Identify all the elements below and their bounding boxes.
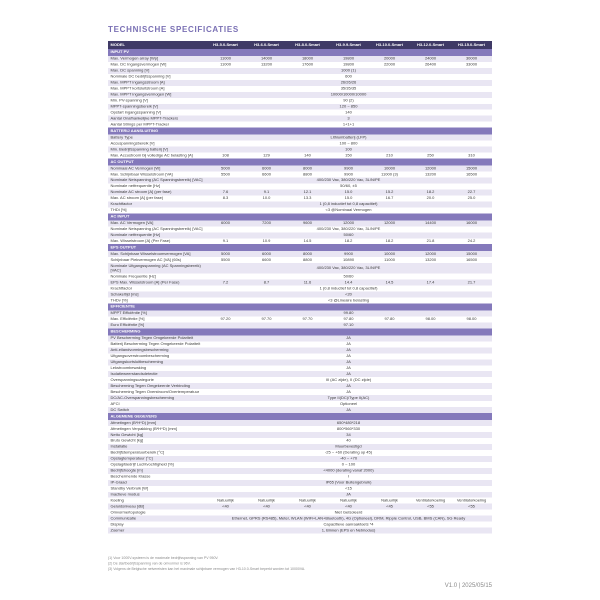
spec-value: 5500 (205, 257, 246, 263)
spec-value: 16000 (451, 220, 492, 226)
spec-value: 13.3 (287, 195, 328, 201)
spec-value-merged: 10000/10000/10000 (205, 92, 492, 98)
model-column-header: H3-12.0-Smart (410, 41, 451, 49)
spec-value-merged: Niet Geïsoleerd (205, 510, 492, 516)
spec-value: 9.1 (246, 189, 287, 195)
spec-value-merged: 1+1+1 (205, 122, 492, 128)
spec-value-merged: IP65 (Voor Buitengebruik) (205, 480, 492, 486)
spec-value-merged: JA (205, 353, 492, 359)
spec-label: EPS Max. Wisselstroom [A] (Per Fase) (108, 280, 205, 286)
spec-value: 22000 (369, 62, 410, 68)
spec-value: Natuurlijk (205, 498, 246, 504)
spec-value: 10.0 (246, 195, 287, 201)
spec-value: 15.0 (328, 195, 369, 201)
spec-value: 21.7 (451, 280, 492, 286)
spec-value-merged: <3 @Nominaal Vermogen (205, 207, 492, 213)
spec-label: Nominale AC stroom [A] (per fase) (108, 189, 205, 195)
spec-value: 12000 (328, 220, 369, 226)
spec-label: PV Bescherming Tegen Omgekeerde Polariteit (108, 335, 205, 341)
spec-label: Schijnbaar Piekvermogen AC [VA] (60s) (108, 257, 205, 263)
spec-value-merged: <20 (205, 292, 492, 298)
spec-value: 14.5 (287, 238, 328, 244)
spec-value-merged: 34 (205, 432, 492, 438)
spec-label: Nominale Frequentie [Hz] (108, 274, 205, 280)
spec-value: 16.7 (369, 195, 410, 201)
spec-label: Max. AC Vermogen [VA] (108, 220, 205, 226)
spec-value: 12000 (369, 220, 410, 226)
spec-value-merged: <3 @Lineaire belasting (205, 298, 492, 304)
spec-value-merged: 400/230 Vac, 380/220 Vac, 3L/N/PE (205, 263, 492, 273)
spec-value: 14.4 (328, 280, 369, 286)
section-header-label: INPUT PV (108, 49, 492, 56)
spec-value: <40 (205, 504, 246, 510)
spec-value: 5000 (205, 166, 246, 172)
spec-value: 6000 (205, 220, 246, 226)
model-column-header: H3-9.9-Smart (328, 41, 369, 49)
spec-value: 9900 (328, 172, 369, 178)
spec-value: 16500 (451, 172, 492, 178)
spec-value-merged: JA (205, 365, 492, 371)
spec-label: Max. Efficiëntie [%] (108, 316, 205, 322)
spec-value: 19800 (328, 56, 369, 62)
spec-value-merged: JA (205, 492, 492, 498)
spec-label: Bruto Gewicht [kg] (108, 438, 205, 444)
spec-value-merged: 26/26/26 (205, 80, 492, 86)
spec-value-merged: I (205, 474, 492, 480)
spec-value-merged: 600 (205, 74, 492, 80)
spec-value-merged: 1 (0,8 inductief tot 0,8 capacitief) (205, 201, 492, 207)
spec-value: 15.0 (328, 189, 369, 195)
spec-label: Overspanningscategorie (108, 377, 205, 383)
spec-value: 6600 (246, 257, 287, 263)
spec-value-merged: 50/60 (205, 274, 492, 280)
spec-value: 12000 (410, 166, 451, 172)
spec-label: Aantal Strings per MPPT-Tracker (108, 122, 205, 128)
spec-label: Standby Verbruik [W] (108, 486, 205, 492)
spec-value-merged: 800*560*330 (205, 426, 492, 432)
section-header-label: ALGEMENE GEGEVENS (108, 413, 492, 420)
spec-value: Ventilatorkoeling (451, 498, 492, 504)
spec-label: Max. Accustroom bij volledige AC belasting [A] (108, 153, 205, 159)
spec-value-merged: 97.10 (205, 322, 492, 328)
spec-value: 13200 (410, 257, 451, 263)
spec-value: 26400 (410, 62, 451, 68)
spec-value: 11000 (369, 257, 410, 263)
model-header-label: MODEL (108, 41, 205, 49)
spec-value: 14.5 (369, 280, 410, 286)
spec-value-merged: <4000 (derating vanaf 2000) (205, 468, 492, 474)
spec-value: 98.00 (451, 316, 492, 322)
spec-value: 11000 (3) (369, 172, 410, 178)
spec-value: 9.1 (205, 238, 246, 244)
spec-table-body (108, 49, 492, 534)
spec-table-wrap (108, 41, 492, 534)
spec-value: <55 (451, 504, 492, 510)
page-title: TECHNISCHE SPECIFICATIES (108, 25, 239, 34)
spec-table-head (108, 41, 492, 49)
spec-value: 210 (369, 153, 410, 159)
spec-label: Opstart ingangsspanning [V] (108, 110, 205, 116)
spec-label: Installatie (108, 444, 205, 450)
spec-value-merged: 50/60, ±5 (205, 183, 492, 189)
spec-value: 10.9 (246, 238, 287, 244)
spec-value: 17.4 (410, 280, 451, 286)
spec-value-merged: 650*480*218 (205, 420, 492, 426)
spec-row (108, 263, 492, 273)
spec-label: Lekstroombewaking (108, 365, 205, 371)
spec-label: Nominale Uitgangsspanning (AC Spanningsbereik) [VAC] (108, 263, 205, 273)
spec-label: Anti-eilandvormingsbescherming (108, 347, 205, 353)
spec-value-merged: JA (205, 335, 492, 341)
spec-label: Communicatie (108, 516, 205, 522)
spec-value-merged: Capacitieve aanraaktoets *4 (205, 522, 492, 528)
section-header-label: EFFICIENTIE (108, 303, 492, 310)
spec-value-merged: 1, Binnen (EPS en Netmodus) (205, 528, 492, 534)
spec-value: 12000 (410, 251, 451, 257)
spec-value: 97.80 (328, 316, 369, 322)
section-header-row (108, 303, 492, 310)
spec-value: 8.3 (205, 195, 246, 201)
spec-label: MPPT Efficiëntie [%] (108, 310, 205, 316)
spec-label: DC/AC-Overspanningsbescherming (108, 395, 205, 401)
spec-value: <55 (410, 504, 451, 510)
spec-label: Max. Vermogen array [Wp] (108, 56, 205, 62)
spec-value: 7.6 (205, 189, 246, 195)
spec-label: Battery Type (108, 135, 205, 141)
spec-value: 18.2 (369, 238, 410, 244)
spec-label: IP-Graad (108, 480, 205, 486)
spec-value: 7200 (246, 220, 287, 226)
footnotes (108, 556, 492, 572)
section-header-row (108, 159, 492, 166)
spec-value: 8800 (287, 172, 328, 178)
spec-value: 11000 (205, 62, 246, 68)
spec-value-merged: 99.80 (205, 310, 492, 316)
spec-value: 33000 (451, 62, 492, 68)
spec-value: 15000 (451, 251, 492, 257)
spec-value: 18.2 (328, 238, 369, 244)
spec-label: Max. MPPT kortsluitstroom [A] (108, 86, 205, 92)
spec-value-merged: III (AC zijde), II (DC zijde) (205, 377, 492, 383)
spec-label: Isolatieweerstandsdetectie (108, 371, 205, 377)
spec-label: AFCI (108, 401, 205, 407)
spec-value: 310 (451, 153, 492, 159)
spec-value: 15.2 (369, 189, 410, 195)
spec-label: Afmetingen Verpakking (B*H*D) [mm] (108, 426, 205, 432)
section-header-row (108, 128, 492, 135)
spec-label: Max. MPPT ingangsvermogen [W] (108, 92, 205, 98)
section-header-label: BESCHERMING (108, 328, 492, 335)
section-header-label: AC INPUT (108, 213, 492, 220)
spec-value-merged: Type II(DC)/Type II(AC) (205, 395, 492, 401)
spec-value: 11.6 (287, 280, 328, 286)
model-column-header: H3-15.0-Smart (451, 41, 492, 49)
spec-label: Schakeltijd [ms] (108, 292, 205, 298)
spec-label: Koeling (108, 498, 205, 504)
spec-value: 25.0 (451, 195, 492, 201)
spec-value: 12.1 (287, 189, 328, 195)
spec-value: 20.0 (410, 195, 451, 201)
spec-label: THDv [%] (108, 298, 205, 304)
model-column-header: H3-10.0-Smart (369, 41, 410, 49)
spec-value: 8000 (287, 166, 328, 172)
spec-value: 13200 (410, 172, 451, 178)
spec-value-merged: 400/230 Vac, 380/220 Vac, 3L/N/PE (205, 226, 492, 232)
spec-label: Euro Efficiëntie [%] (108, 322, 205, 328)
spec-value: 21.8 (410, 238, 451, 244)
section-header-label: AC OUTPUT (108, 159, 492, 166)
spec-label: Beschermende Klasse (108, 474, 205, 480)
spec-value-merged: JA (205, 389, 492, 395)
spec-label: Bescherming Tegen Omgekeerde Verbinding (108, 383, 205, 389)
spec-value-merged: 35/35/35 (205, 86, 492, 92)
spec-value: 97.80 (369, 316, 410, 322)
spec-label: Nominaal AC Vermogen [W] (108, 166, 205, 172)
spec-value-merged: Muurbevestigd (205, 444, 492, 450)
spec-value: <40 (328, 504, 369, 510)
spec-value: 16500 (451, 257, 492, 263)
spec-value: 8000 (287, 251, 328, 257)
spec-value: 97.70 (287, 316, 328, 322)
spec-label: Krachtfactor (108, 201, 205, 207)
spec-label: Omvormertopologie (108, 510, 205, 516)
spec-value-merged: 1 (0,8 inductief tot 0,8 capacitief) (205, 286, 492, 292)
spec-value: 7.2 (205, 280, 246, 286)
section-header-row (108, 49, 492, 56)
spec-value: 17600 (287, 62, 328, 68)
spec-label: Max. Schijnbaar Wisselstroom [VA] (108, 172, 205, 178)
spec-value: Natuurlijk (369, 498, 410, 504)
spec-value: 140 (287, 153, 328, 159)
spec-value: 97.20 (205, 316, 246, 322)
spec-value: 10890 (328, 257, 369, 263)
spec-value: 6000 (246, 166, 287, 172)
spec-label: Nominale netfrequentie [Hz] (108, 183, 205, 189)
spec-value: <40 (287, 504, 328, 510)
spec-value-merged: -25 ~ +60 (Derating op 45) (205, 450, 492, 456)
spec-value-merged: Lithiumbatterij (LFP) (205, 135, 492, 141)
spec-label: Inactieve modus (108, 492, 205, 498)
spec-value: Natuurlijk (328, 498, 369, 504)
spec-label: Bescherming Tegen Overstroom/Overtemperatuur (108, 389, 205, 395)
footnote-line: (1) Voor 1000V-systeem is de maximale bedrijfsspanning van PV 950V. (108, 556, 219, 560)
spec-label: Accuspanningsbereik [V] (108, 141, 205, 147)
model-column-header: H3-8.0-Smart (287, 41, 328, 49)
model-header-row (108, 41, 492, 49)
spec-label: Max. Schijnbaar Wisselstroomvermogen [VA] (108, 251, 205, 257)
spec-value-merged: 100 ~ 800 (205, 141, 492, 147)
spec-label: Max. DC spanning [V] (108, 68, 205, 74)
spec-value-merged: JA (205, 407, 492, 413)
spec-value: 150 (328, 153, 369, 159)
spec-value-merged: 0 ~ 100 (205, 462, 492, 468)
spec-label: Min. PV-spanning [V] (108, 98, 205, 104)
spec-label: Max. AC stroom [A] (per fase) (108, 195, 205, 201)
spec-label: Afmetingen (B*H*D) [mm] (108, 420, 205, 426)
spec-label: Zoemer (108, 528, 205, 534)
spec-value: 6000 (246, 251, 287, 257)
spec-label: Bedrijfstemperatuurbereik [°C] (108, 450, 205, 456)
spec-value: 98.00 (410, 316, 451, 322)
spec-label: MPPT-spanningsbereik [V] (108, 104, 205, 110)
spec-value: 8800 (287, 257, 328, 263)
spec-value: Natuurlijk (246, 498, 287, 504)
spec-value: 9900 (328, 251, 369, 257)
spec-label: Bedrijfshoogte [m] (108, 468, 205, 474)
spec-label: THDi [%] (108, 207, 205, 213)
spec-value: 8.7 (246, 280, 287, 286)
spec-label: Nominale Netspanning (AC Spanningsbereik) [VAC] (108, 177, 205, 183)
spec-label: Min. Bedrijfsspanning batterij [V] (108, 147, 205, 153)
spec-label: Max. MPPT ingangsstroom [A] (108, 80, 205, 86)
spec-value-merged: Ethernet, GPRS (RS485), Meter, WLAN (WiFi+LAN+Bluetooth), 4G (Optioneel), DRM, Ripple Control, USB, BMS (CAN), SG Ready (205, 516, 492, 522)
spec-value: 129 (246, 153, 287, 159)
spec-value-merged: 90 (2) (205, 98, 492, 104)
spec-label: Max. Wisselstroom [A] (Per Fase) (108, 238, 205, 244)
spec-label: Uitgangsoverstroombescherming (108, 353, 205, 359)
spec-label: Nominale netfrequentie [Hz] (108, 232, 205, 238)
spec-value: 19800 (328, 62, 369, 68)
spec-value: 108 (205, 153, 246, 159)
footnote-line: (3) Volgens de Belgische netvereisten kan het maximale schijnbare vermogen van H3-10.0-Smart beperkt worden tot 10000VA. (108, 567, 306, 571)
section-header-row (108, 244, 492, 251)
spec-value: 250 (410, 153, 451, 159)
spec-value: 24000 (410, 56, 451, 62)
spec-value: <45 (369, 504, 410, 510)
spec-value-merged: JA (205, 371, 492, 377)
section-header-label: EPS OUTPUT (108, 244, 492, 251)
spec-value: 30000 (451, 56, 492, 62)
footnote-line: (2) De startbedrijfsspanning van de omvormer is 96V. (108, 561, 191, 566)
spec-value-merged: 120 ~ 850 (205, 104, 492, 110)
spec-value-merged: JA (205, 359, 492, 365)
spec-value: Natuurlijk (287, 498, 328, 504)
spec-value: 5000 (205, 251, 246, 257)
spec-value-merged: -40 ~ +70 (205, 456, 492, 462)
spec-value-merged: <15 (205, 486, 492, 492)
spec-value: 5500 (205, 172, 246, 178)
spec-value: 6600 (246, 172, 287, 178)
spec-value: 14000 (246, 56, 287, 62)
spec-label: DC Switch (108, 407, 205, 413)
section-header-row (108, 213, 492, 220)
section-header-label: BATTERIJ AANSLUITING (108, 128, 492, 135)
version-label: V1.0 | 2025/05/15 (444, 583, 492, 589)
spec-value-merged: JA (205, 341, 492, 347)
spec-label: Display (108, 522, 205, 528)
spec-value: 20000 (369, 56, 410, 62)
spec-value-merged: Optioneel (205, 401, 492, 407)
spec-label: Nominale DC bedrijfsspanning [V] (108, 74, 205, 80)
spec-value-merged: 100 (205, 147, 492, 153)
spec-label: Uitgangskortsluitbescherming (108, 359, 205, 365)
spec-value: 14400 (410, 220, 451, 226)
spec-label: Netto Gewicht [kg] (108, 432, 205, 438)
spec-value-merged: 50/60 (205, 232, 492, 238)
spec-label: Geluidsniveau [dB] (108, 504, 205, 510)
spec-value: 13200 (246, 62, 287, 68)
spec-value: 9900 (328, 166, 369, 172)
spec-value: 10000 (369, 251, 410, 257)
spec-value: 15000 (451, 166, 492, 172)
spec-value-merged: JA (205, 383, 492, 389)
spec-value: 22.7 (451, 189, 492, 195)
model-column-header: H3-5.0-Smart (205, 41, 246, 49)
spec-label: Batterij Bescherming Tegen Omgekeerde Polariteit (108, 341, 205, 347)
section-header-row (108, 413, 492, 420)
spec-label: Opslag/Bedrijf Luchtvochtigheid [%] (108, 462, 205, 468)
spec-value: 11000 (205, 56, 246, 62)
spec-value: <40 (246, 504, 287, 510)
model-column-header: H3-6.0-Smart (246, 41, 287, 49)
spec-value-merged: 40 (205, 438, 492, 444)
spec-label: Max. DC Ingangsvermogen [W] (108, 62, 205, 68)
spec-value-merged: 3 (205, 116, 492, 122)
spec-label: Aantal Onafhankelijke MPPT-Trackers (108, 116, 205, 122)
spec-label: Opslagtemperatuur [°C] (108, 456, 205, 462)
spec-value: 9600 (287, 220, 328, 226)
spec-value-merged: 140 (205, 110, 492, 116)
spec-value-merged: JA (205, 347, 492, 353)
spec-label: Nominale Netspanning (AC Spanningsbereik) [VAC] (108, 226, 205, 232)
spec-value: 97.70 (246, 316, 287, 322)
spec-value: 18.2 (410, 189, 451, 195)
section-header-row (108, 328, 492, 335)
spec-value: 18000 (287, 56, 328, 62)
spec-table (108, 41, 492, 534)
spec-label: Krachtfactor (108, 286, 205, 292)
spec-row (108, 528, 492, 534)
spec-value-merged: 1000 (1) (205, 68, 492, 74)
spec-value: 10000 (369, 166, 410, 172)
spec-value-merged: 400/230 Vac, 380/220 Vac, 3L/N/PE (205, 177, 492, 183)
spec-value: Ventilatorkoeling (410, 498, 451, 504)
spec-value: 24.2 (451, 238, 492, 244)
